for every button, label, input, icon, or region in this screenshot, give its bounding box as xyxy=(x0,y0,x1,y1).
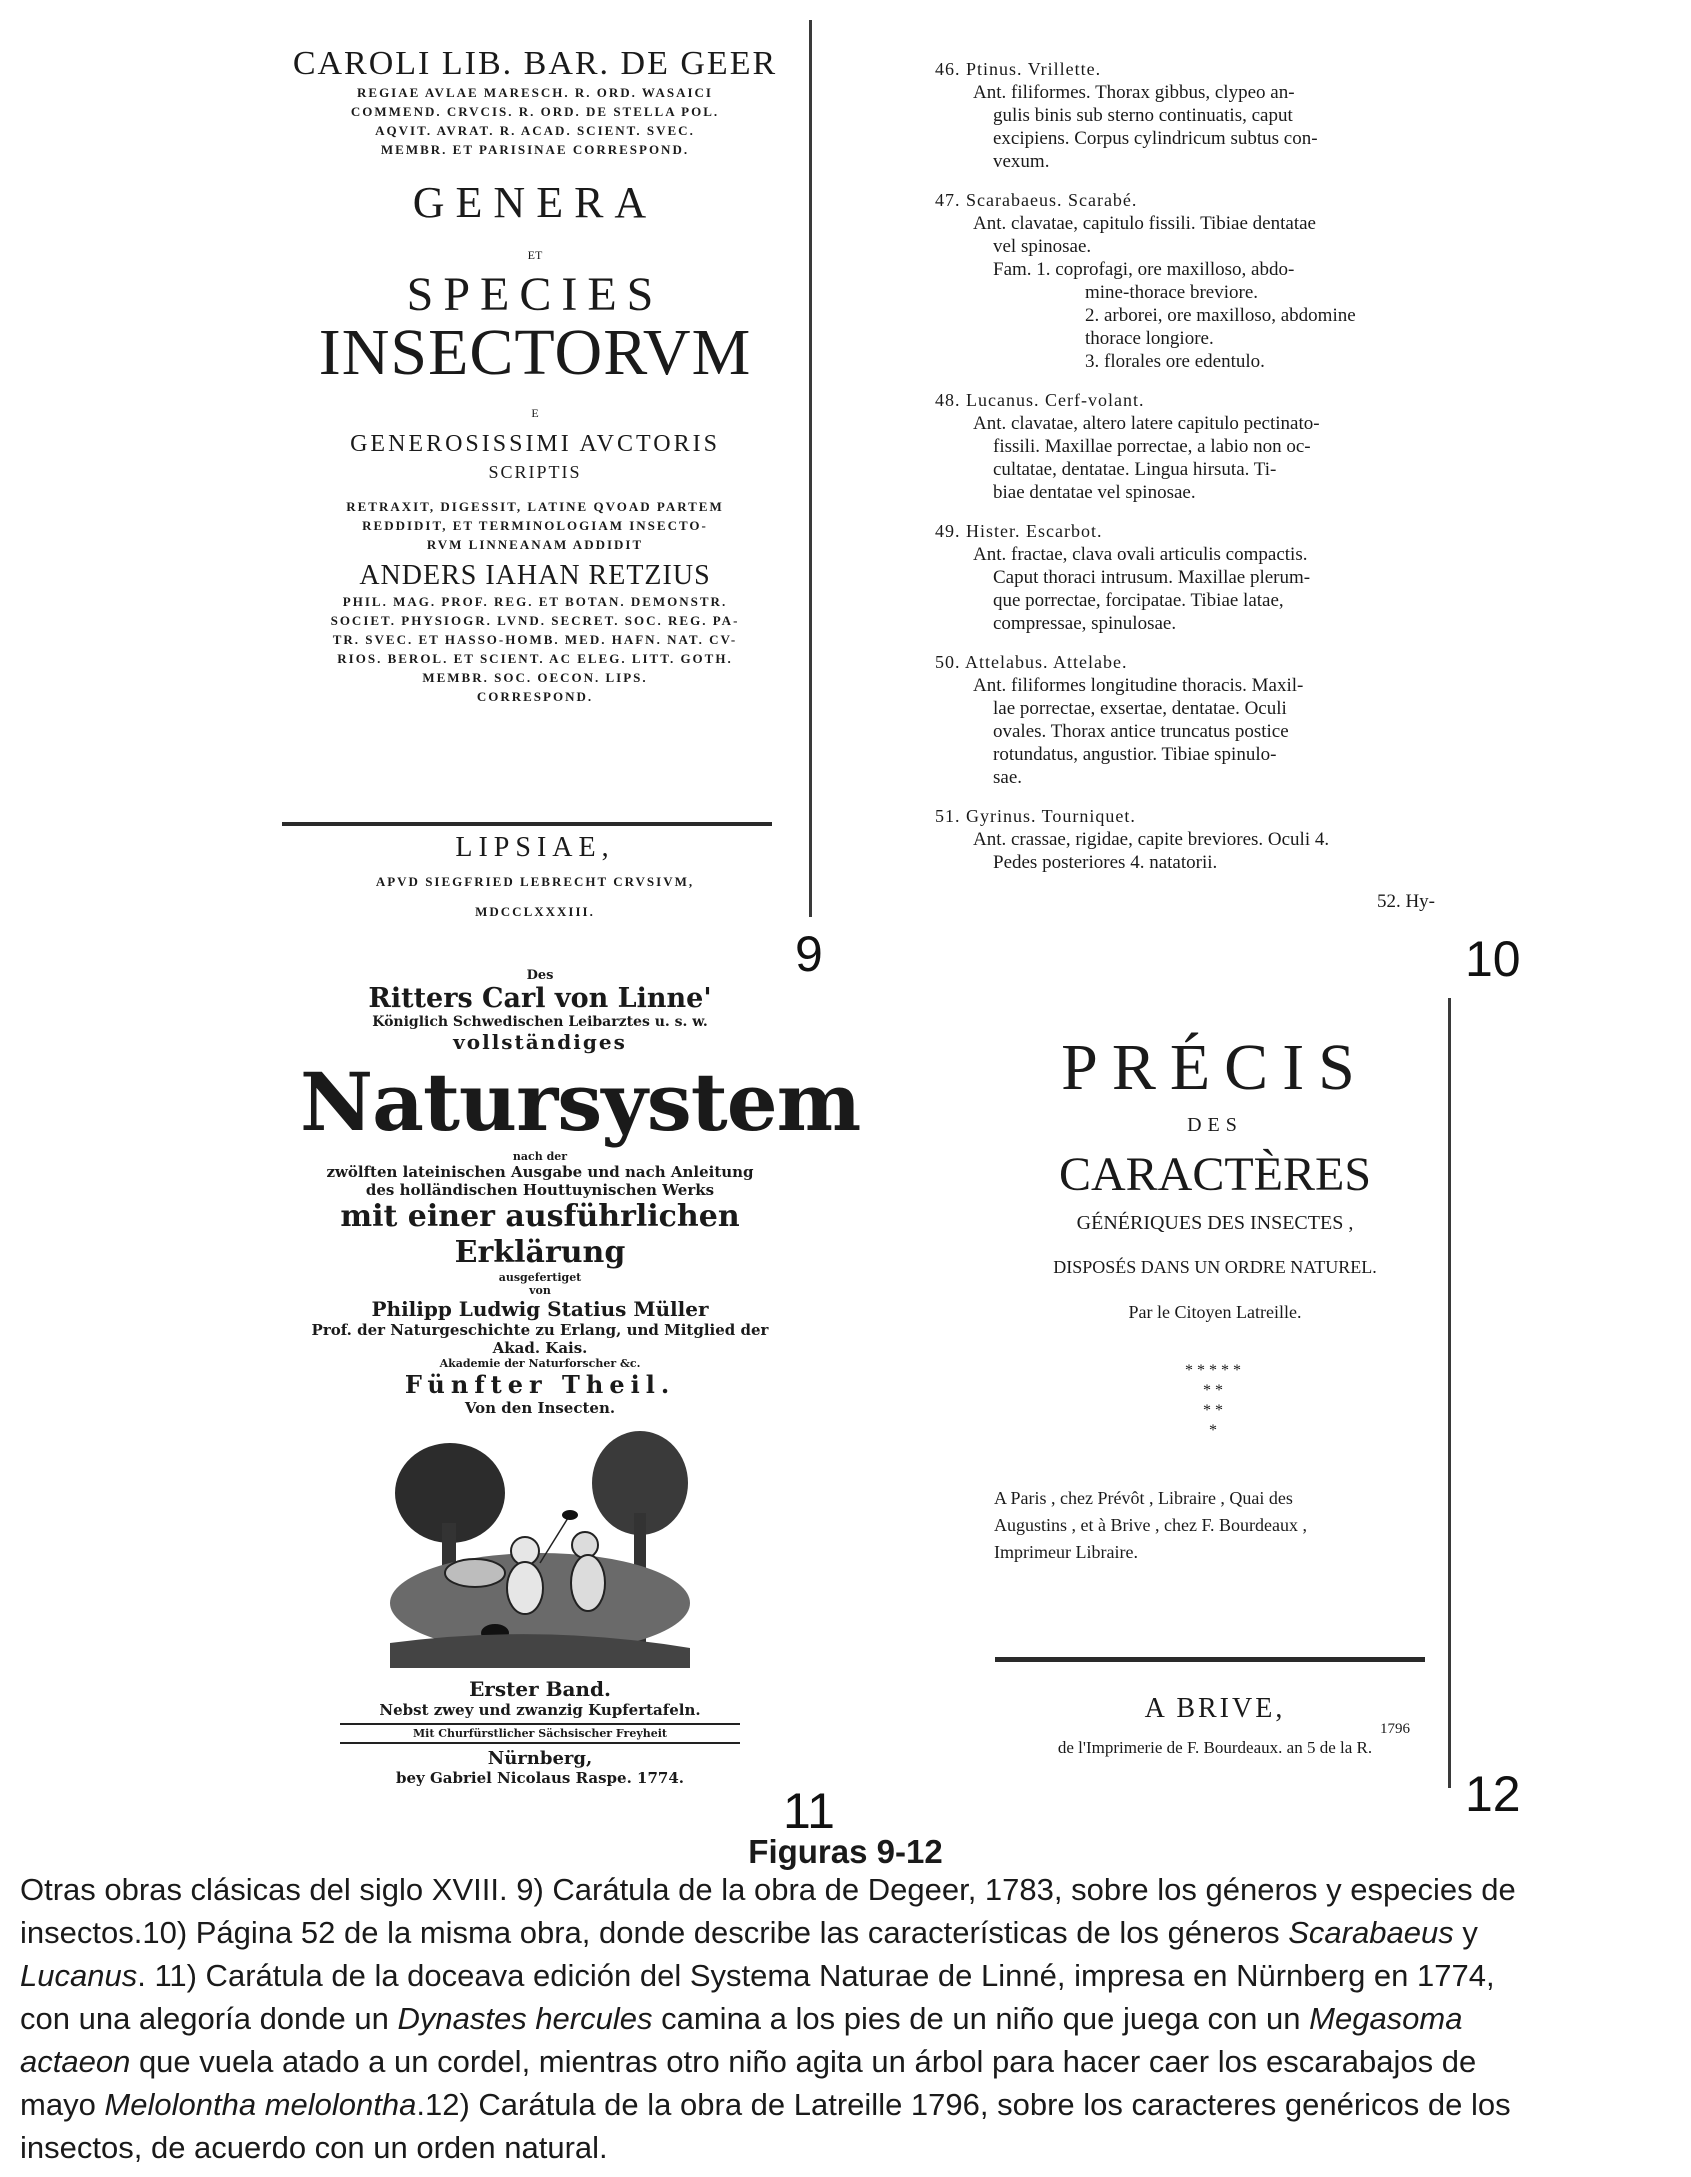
caption-line xyxy=(20,2126,1672,2169)
caracteres-heading: CARACTÈRES xyxy=(1058,1148,1372,1201)
prof-line: Prof. der Naturgeschichte zu Erlang, und Mitglied der Akad. Kais. xyxy=(311,1321,769,1357)
retraxit-line: REDDIDIT, ET TERMINOLOGIAM INSECTO- xyxy=(362,518,708,533)
caption-title: Figuras 9-12 xyxy=(748,1833,943,1870)
vollstandiges-word: vollständiges xyxy=(453,1030,627,1054)
a-brive-line: A BRIVE, xyxy=(1144,1693,1286,1724)
figure-11-title-page xyxy=(300,968,861,1787)
star-row: * xyxy=(1209,1422,1221,1439)
address-line: Imprimeur Libraire. xyxy=(994,1542,1138,1562)
caption-line xyxy=(20,1911,1672,1954)
caption-text: insectos, de acuerdo con un orden natural. xyxy=(20,2130,608,2165)
precis-heading: PRÉCIS xyxy=(1061,1031,1369,1104)
ritters-line: Ritters Carl von Linne' xyxy=(368,983,712,1014)
caption-text: Otras obras clásicas del siglo XVIII. 9) Carátula de la obra de Degeer, 1783, sobre los géneros y especies de xyxy=(20,1872,1516,1907)
address-line: A Paris , chez Prévôt , Libraire , Quai des xyxy=(994,1488,1293,1508)
entry-line: sae. xyxy=(993,767,1023,788)
genus-entry xyxy=(935,389,1445,504)
e-word: E xyxy=(531,406,539,420)
konig-line: Königlich Schwedischen Leibarztes u. s. w. xyxy=(372,1014,708,1030)
zwolften-line: zwölften lateinischen Ausgabe und nach Anleitung xyxy=(326,1163,754,1181)
caption-text: mayo xyxy=(20,2087,105,2122)
caption-text: .12) Carátula de la obra de Latreille 1796, sobre los caracteres genéricos de los xyxy=(416,2087,1511,2122)
star-row: ** xyxy=(1203,1402,1227,1419)
entry-line: gulis binis sub sterno continuatis, caput xyxy=(993,105,1293,126)
child-figure-icon xyxy=(511,1537,539,1565)
entry-line: Ant. fractae, clava ovali articulis compactis. xyxy=(973,544,1308,565)
nurnberg-line: Nürnberg, xyxy=(487,1748,593,1769)
lying-figure-icon xyxy=(445,1559,505,1587)
insectorum-heading: INSECTORVM xyxy=(318,316,752,389)
genus-heading: 50. Attelabus. Attelabe. xyxy=(935,652,1128,672)
author-title-line: COMMEND. CRVCIS. R. ORD. DE STELLA POL. xyxy=(350,104,720,119)
entry-line: lae porrectae, exsertae, dentatae. Oculi xyxy=(993,698,1287,719)
figure-number-12: 12 xyxy=(1465,1766,1521,1822)
star-row: ** xyxy=(1203,1382,1227,1399)
figure-9-imprint xyxy=(270,832,800,920)
entry-line: ovales. Thorax antice truncatus postice xyxy=(993,721,1289,742)
caption-line xyxy=(20,1868,1672,1911)
genus-heading: 46. Ptinus. Vrillette. xyxy=(935,59,1102,79)
entry-line: rotundatus, angustior. Tibiae spinulo- xyxy=(993,744,1277,765)
entry-line: 3. florales ore edentulo. xyxy=(1085,351,1265,372)
scriptis-word: SCRIPTIS xyxy=(488,462,582,482)
entry-line: que porrectae, forcipatae. Tibiae latae, xyxy=(993,590,1284,611)
genera-heading: GENERA xyxy=(412,178,658,227)
figure-9-title-page xyxy=(270,45,800,706)
caption-italic: Lucanus xyxy=(20,1958,138,1993)
entry-line: mine-thorace breviore. xyxy=(1085,282,1259,303)
publisher-line: APVD SIEGFRIED LEBRECHT CRVSIVM, xyxy=(375,874,695,889)
caption-text: que vuela atado a un cordel, mientras otro niño agita un árbol para hacer caer los escarabajos de xyxy=(130,2044,1477,2079)
entry-line: thorace longiore. xyxy=(1085,328,1214,349)
species-heading: SPECIES xyxy=(406,268,664,321)
author-title-line: AQVIT. AVRAT. R. ACAD. SCIENT. SVEC. xyxy=(375,123,695,138)
flying-beetle-icon xyxy=(562,1510,578,1520)
genus-heading: 48. Lucanus. Cerf-volant. xyxy=(935,390,1145,410)
caption-text: insectos.10) Página 52 de la misma obra, donde describe las características de los géneros xyxy=(20,1915,1289,1950)
entry-line: Fam. 1. coprofagi, ore maxilloso, abdo- xyxy=(993,259,1295,280)
author-name: CAROLI LIB. BAR. DE GEER xyxy=(292,45,778,82)
lipsiae-word: LIPSIAE, xyxy=(455,832,615,863)
entry-line: Pedes posteriores 4. natatorii. xyxy=(993,852,1218,873)
entry-line: Ant. clavatae, capitulo fissili. Tibiae dentatae xyxy=(973,213,1316,234)
author-titles xyxy=(270,83,800,159)
disposes-line: DISPOSÉS DANS UN ORDRE NATUREL. xyxy=(1053,1257,1377,1277)
caption-line xyxy=(20,1997,1672,2040)
figure-12-title-page xyxy=(990,1030,1440,1566)
caption-body xyxy=(20,1868,1672,2169)
generosissimi-line: GENEROSISSIMI AVCTORIS xyxy=(350,431,720,457)
entry-line: Ant. crassae, rigidae, capite breviores. Oculi 4. xyxy=(973,829,1330,850)
entry-line: Ant. filiformes longitudine thoracis. Maxil- xyxy=(973,675,1304,696)
genus-heading: 47. Scarabaeus. Scarabé. xyxy=(935,190,1138,210)
philipp-line: Philipp Ludwig Statius Müller xyxy=(371,1297,709,1321)
raspe-line: bey Gabriel Nicolaus Raspe. 1774. xyxy=(395,1769,684,1787)
privilege-line: Mit Churfürstlicher Sächsischer Freyheit xyxy=(340,1723,740,1744)
generiques-line: GÉNÉRIQUES DES INSECTES , xyxy=(1076,1212,1354,1234)
caption-italic: Scarabaeus xyxy=(1288,1915,1454,1950)
child-figure-icon xyxy=(572,1532,598,1558)
genus-entry xyxy=(935,805,1445,874)
caption-italic: Dynastes hercules xyxy=(397,2001,653,2036)
entry-line: 2. arborei, ore maxilloso, abdomine xyxy=(1085,305,1356,326)
retzius-title-line: SOCIET. PHYSIOGR. LVND. SECRET. SOC. REG. PA- xyxy=(330,613,740,628)
caption-text: camina a los pies de un niño que juega con un xyxy=(652,2001,1310,2036)
genus-entry xyxy=(935,651,1445,789)
mit-einer-line: mit einer ausführlichen Erklärung xyxy=(340,1199,740,1270)
funfter-theil-line: Fünfter Theil. xyxy=(404,1370,676,1399)
author-title-line: REGIAE AVLAE MARESCH. R. ORD. WASAICI xyxy=(357,85,713,100)
genus-entry xyxy=(935,189,1445,373)
caption-line xyxy=(20,2083,1672,2126)
caption-line xyxy=(20,2040,1672,2083)
entry-line: biae dentatae vel spinosae. xyxy=(993,482,1196,503)
figure-separator-line xyxy=(809,20,812,917)
year-line: MDCCLXXXIII. xyxy=(475,904,595,919)
author-title-line: MEMBR. ET PARISINAE CORRESPOND. xyxy=(380,142,690,157)
genus-heading: 51. Gyrinus. Tourniquet. xyxy=(935,806,1136,826)
figure-10-page xyxy=(935,58,1445,913)
des-word: DES xyxy=(1187,1114,1243,1136)
retzius-title-line: PHIL. MAG. PROF. REG. ET BOTAN. DEMONSTR. xyxy=(342,594,728,609)
caption-italic: Megasoma xyxy=(1309,2001,1463,2036)
figure-separator-line xyxy=(1448,998,1451,1788)
entry-line: cultatae, dentatae. Lingua hirsuta. Ti- xyxy=(993,459,1277,480)
entry-line: vel spinosae. xyxy=(993,236,1092,257)
figure-number-11: 11 xyxy=(783,1783,835,1839)
entry-line: Ant. filiformes. Thorax gibbus, clypeo an- xyxy=(973,82,1295,103)
ornament-stars xyxy=(990,1361,1440,1441)
retraxit-line: RVM LINNEANAM ADDIDIT xyxy=(426,537,644,552)
caption-line xyxy=(20,1954,1672,1997)
prof-line: Akademie der Naturforscher &c. xyxy=(439,1357,641,1370)
insecten-line: Von den Insecten. xyxy=(464,1399,616,1417)
entry-line: fissili. Maxillae porrectae, a labio non oc- xyxy=(993,436,1311,457)
author-line: Par le Citoyen Latreille. xyxy=(1128,1302,1302,1322)
divider-rule xyxy=(995,1657,1425,1662)
figure-number-10: 10 xyxy=(1465,931,1521,987)
caption-text: con una alegoría donde un xyxy=(20,2001,398,2036)
retraxit-block xyxy=(270,497,800,554)
retzius-title-line: RIOS. BEROL. ET SCIENT. AC ELEG. LITT. GOTH. xyxy=(337,651,733,666)
caption-italic: actaeon xyxy=(20,2044,131,2079)
genus-entry xyxy=(935,520,1445,635)
genus-heading: 49. Hister. Escarbot. xyxy=(935,521,1103,541)
retzius-title-line: MEMBR. SOC. OECON. LIPS. xyxy=(422,670,648,685)
natursystem-heading: Natursystem xyxy=(300,1055,861,1149)
retraxit-line: RETRAXIT, DIGESSIT, LATINE QVOAD PARTEM xyxy=(346,499,724,514)
et-word: ET xyxy=(527,248,543,262)
allegory-vignette xyxy=(390,1423,690,1668)
figure-number-9: 9 xyxy=(795,926,823,982)
imprimerie-line: de l'Imprimerie de F. Bourdeaux. an 5 de la R. xyxy=(1057,1738,1373,1757)
entry-line: compressae, spinulosae. xyxy=(993,613,1177,634)
genus-entry xyxy=(935,58,1445,173)
retzius-titles xyxy=(270,592,800,706)
retzius-name: ANDERS IAHAN RETZIUS xyxy=(359,560,711,591)
address-block xyxy=(990,1485,1440,1566)
entry-line: vexum. xyxy=(993,151,1050,172)
caption-italic: Melolontha melolontha xyxy=(104,2087,417,2122)
figure-12-imprint xyxy=(990,1693,1440,1758)
nach-der-line: nach der xyxy=(512,1150,568,1163)
year-line: 1796 xyxy=(1380,1721,1410,1737)
zwolften-line: des holländischen Houttuynischen Werks xyxy=(365,1181,715,1199)
ausgefertiget-word: ausgefertiget xyxy=(498,1271,582,1284)
entry-line: excipiens. Corpus cylindricum subtus con- xyxy=(993,128,1318,149)
caption-text: y xyxy=(1453,1915,1478,1950)
address-line: Augustins , et à Brive , chez F. Bourdeaux , xyxy=(994,1515,1307,1535)
retzius-title-line: TR. SVEC. ET HASSO-HOMB. MED. HAFN. NAT. CV- xyxy=(332,632,738,647)
divider-rule xyxy=(282,822,772,826)
star-row: ***** xyxy=(1185,1362,1245,1379)
des-word: Des xyxy=(526,968,554,983)
catchword: 52. Hy- xyxy=(1376,891,1435,912)
caption-text: . 11) Carátula de la doceava edición del Systema Naturae de Linné, impresa en Nürnberg en 1774, xyxy=(137,1958,1495,1993)
entry-line: Ant. clavatae, altero latere capitulo pectinato- xyxy=(973,413,1320,434)
erster-band-line: Erster Band. xyxy=(469,1677,611,1701)
entry-line: Caput thoraci intrusum. Maxillae plerum- xyxy=(993,567,1311,588)
retzius-title-line: CORRESPOND. xyxy=(476,689,594,704)
von-word: von xyxy=(529,1284,551,1297)
nebst-line: Nebst zwey und zwanzig Kupfertafeln. xyxy=(379,1701,701,1719)
